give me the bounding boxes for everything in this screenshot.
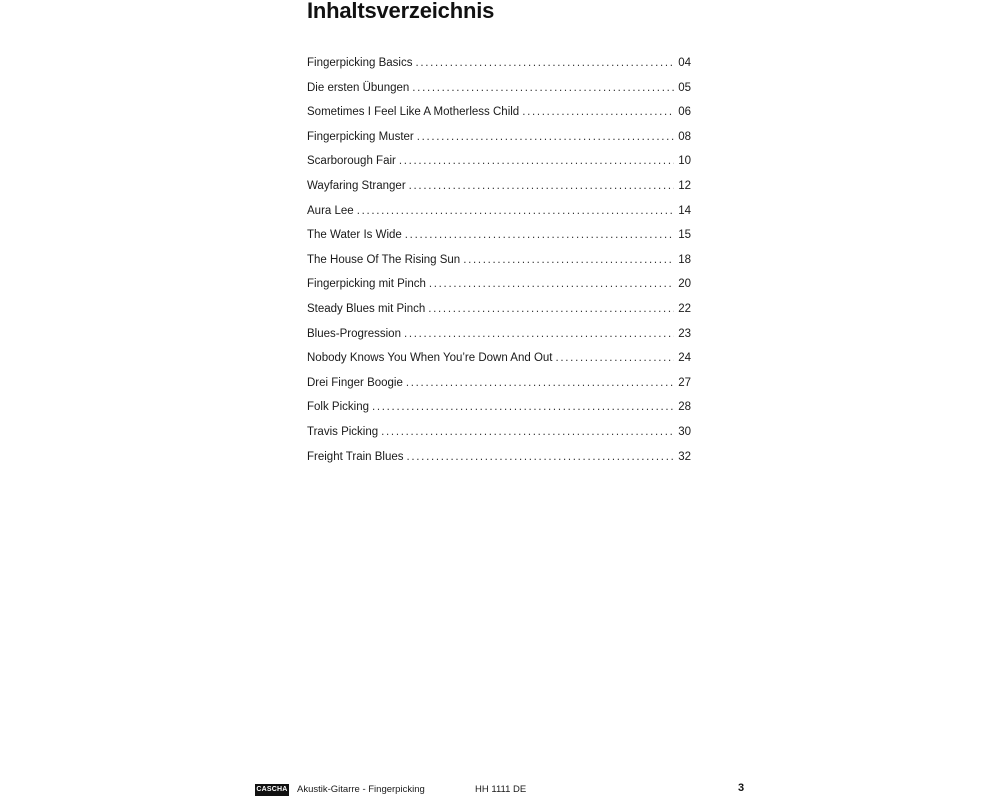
- toc-entry-title: Steady Blues mit Pinch: [307, 302, 426, 315]
- dot-leader: [417, 131, 674, 143]
- footer-book-title: Akustik-Gitarre - Fingerpicking: [297, 784, 425, 795]
- footer-page-number: 3: [738, 782, 745, 794]
- toc-entry-page: 15: [678, 229, 691, 242]
- toc-entry-title: Freight Train Blues: [307, 450, 404, 463]
- toc-entry-title: Sometimes I Feel Like A Motherless Child: [307, 106, 520, 119]
- toc-entry[interactable]: [307, 180, 691, 205]
- table-of-contents: [307, 57, 691, 475]
- cascha-logo: CASCHA: [255, 784, 289, 796]
- toc-entry-page: 22: [678, 302, 691, 315]
- toc-entry-title: Drei Finger Boogie: [307, 376, 403, 389]
- toc-entry-title: Die ersten Übungen: [307, 81, 410, 94]
- toc-entry-title: Fingerpicking Basics: [307, 57, 413, 69]
- toc-entry-title: Scarborough Fair: [307, 155, 396, 168]
- toc-entry[interactable]: [307, 131, 691, 156]
- toc-entry-page: 10: [678, 155, 691, 168]
- toc-entry[interactable]: [307, 278, 691, 303]
- dot-leader: [415, 57, 674, 69]
- toc-entry-title: Blues-Progression: [307, 327, 401, 340]
- toc-entry[interactable]: [307, 401, 691, 426]
- toc-entry-page: 30: [678, 425, 691, 438]
- toc-entry[interactable]: [307, 352, 691, 377]
- toc-entry-title: Fingerpicking Muster: [307, 130, 414, 143]
- toc-entry-page: 04: [678, 57, 691, 69]
- toc-entry[interactable]: [307, 205, 691, 230]
- toc-entry-page: 14: [678, 204, 691, 217]
- toc-entry-page: 24: [678, 352, 691, 365]
- toc-entry-page: 23: [678, 327, 691, 340]
- toc-entry[interactable]: [307, 451, 691, 476]
- toc-entry-page: 18: [678, 253, 691, 266]
- toc-entry[interactable]: [307, 155, 691, 180]
- dot-leader: [409, 180, 674, 192]
- toc-entry-title: Wayfaring Stranger: [307, 179, 406, 192]
- dot-leader: [406, 377, 674, 389]
- page-footer: [0, 780, 1000, 800]
- dot-leader: [463, 254, 674, 266]
- toc-entry-title: Travis Picking: [307, 425, 379, 438]
- toc-entry[interactable]: [307, 106, 691, 131]
- toc-entry-title: Aura Lee: [307, 204, 354, 217]
- toc-entry-page: 08: [678, 130, 691, 143]
- toc-entry[interactable]: [307, 229, 691, 254]
- dot-leader: [372, 401, 674, 413]
- dot-leader: [404, 328, 674, 340]
- dot-leader: [412, 82, 674, 94]
- dot-leader: [428, 303, 674, 315]
- toc-entry[interactable]: [307, 328, 691, 353]
- toc-entry[interactable]: [307, 254, 691, 279]
- toc-entry-title: Folk Picking: [307, 401, 369, 414]
- toc-entry-page: 12: [678, 179, 691, 192]
- toc-entry-page: 27: [678, 376, 691, 389]
- toc-entry[interactable]: [307, 57, 691, 82]
- dot-leader: [556, 352, 674, 364]
- toc-entry[interactable]: [307, 82, 691, 107]
- toc-entry[interactable]: [307, 377, 691, 402]
- toc-entry-title: The House Of The Rising Sun: [307, 253, 461, 266]
- footer-product-code: HH 1111 DE: [475, 784, 527, 795]
- dot-leader: [381, 426, 674, 438]
- toc-entry-page: 20: [678, 278, 691, 291]
- toc-entry[interactable]: [307, 303, 691, 328]
- dot-leader: [407, 451, 674, 463]
- dot-leader: [405, 229, 674, 241]
- page-title: Inhaltsverzeichnis: [307, 0, 495, 23]
- toc-entry-title: Fingerpicking mit Pinch: [307, 278, 426, 291]
- toc-entry[interactable]: [307, 426, 691, 451]
- toc-entry-page: 06: [678, 106, 691, 119]
- dot-leader: [399, 155, 674, 167]
- dot-leader: [522, 106, 674, 118]
- dot-leader: [357, 205, 674, 217]
- toc-entry-title: The Water Is Wide: [307, 229, 402, 242]
- toc-entry-page: 05: [678, 81, 691, 94]
- toc-entry-page: 28: [678, 401, 691, 414]
- toc-entry-page: 32: [678, 450, 691, 463]
- dot-leader: [429, 278, 674, 290]
- toc-entry-title: Nobody Knows You When You’re Down And Out: [307, 352, 553, 365]
